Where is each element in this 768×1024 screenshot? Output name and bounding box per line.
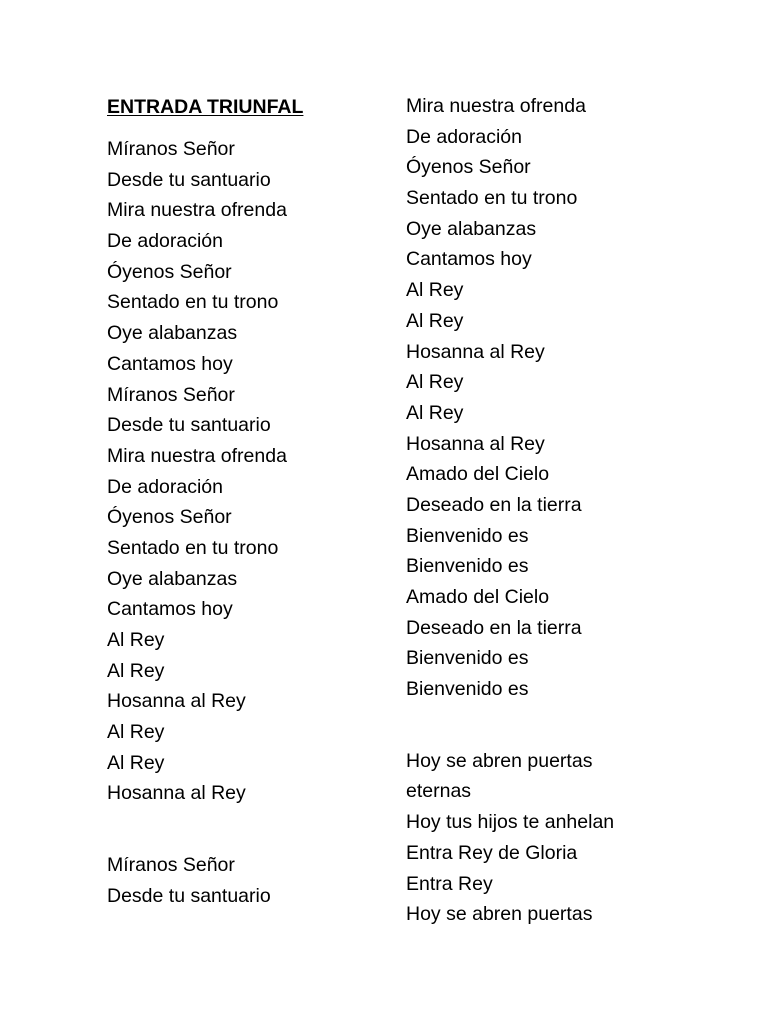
lyric-line: Bienvenido es: [406, 555, 529, 578]
lyric-line: Desde tu santuario: [107, 884, 271, 907]
lyric-line: Hoy se abren puertas: [406, 903, 593, 926]
stanza-gap: [107, 809, 303, 850]
lyric-line: Al Rey: [406, 279, 464, 302]
lyric-line: Al Rey: [406, 401, 464, 424]
lyric-line: Mira nuestra ofrenda: [107, 444, 287, 467]
lyric-line: Bienvenido es: [406, 647, 529, 670]
lyric-line: Cantamos hoy: [107, 598, 233, 621]
song-title: ENTRADA TRIUNFAL: [107, 96, 304, 118]
lyric-line: Hosanna al Rey: [406, 432, 545, 455]
lyric-line: Oye alabanzas: [107, 567, 238, 590]
lyric-line: eternas: [406, 780, 472, 803]
lyric-line: Amado del Cielo: [406, 586, 550, 608]
lyric-line: Deseado en la tierra: [406, 616, 582, 639]
lyric-line: Al Rey: [107, 721, 165, 744]
lyric-line: Cantamos hoy: [107, 352, 233, 375]
lyric-line: Hoy se abren puertas: [406, 749, 593, 772]
right-verse-block-1: [406, 91, 614, 705]
lyric-line: Sentado en tu trono: [107, 291, 279, 314]
left-verse-block-1: [107, 134, 303, 809]
right-column: [406, 91, 614, 930]
lyric-line: Sentado en tu trono: [107, 536, 279, 559]
lyric-line: Al Rey: [406, 309, 464, 332]
lyric-line: Hosanna al Rey: [107, 782, 246, 805]
lyric-line: Óyenos Señor: [107, 506, 232, 529]
lyric-line: Hoy tus hijos te anhelan: [406, 811, 615, 834]
lyric-line: Míranos Señor: [107, 854, 235, 877]
right-verse-block-2: [406, 746, 614, 930]
lyric-line: Míranos Señor: [107, 138, 235, 160]
lyric-line: Óyenos Señor: [107, 260, 232, 283]
lyric-line: Hosanna al Rey: [406, 340, 545, 363]
lyric-line: Míranos Señor: [107, 383, 235, 406]
lyric-line: De adoración: [107, 475, 223, 498]
left-verse-block-2: [107, 850, 303, 911]
lyric-line: Entra Rey de Gloria: [406, 841, 578, 864]
lyric-line: Óyenos Señor: [406, 156, 531, 179]
lyric-line: Oye alabanzas: [406, 217, 537, 240]
lyric-line: Deseado en la tierra: [406, 493, 582, 516]
stanza-gap: [406, 705, 614, 746]
lyric-line: Amado del Cielo: [406, 463, 550, 486]
lyric-line: Entra Rey: [406, 872, 493, 895]
lyric-line: Al Rey: [107, 751, 165, 774]
lyric-line: Sentado en tu trono: [406, 187, 578, 210]
lyric-line: Al Rey: [107, 659, 165, 682]
lyric-line: Bienvenido es: [406, 524, 529, 547]
lyric-line: Desde tu santuario: [107, 414, 271, 437]
lyric-line: Desde tu santuario: [107, 168, 271, 191]
lyric-line: Hosanna al Rey: [107, 690, 246, 713]
lyric-line: Al Rey: [406, 371, 464, 394]
left-column: [107, 92, 303, 912]
lyric-line: Oye alabanzas: [107, 322, 238, 345]
lyric-line: Al Rey: [107, 629, 165, 651]
lyric-line: Bienvenido es: [406, 678, 529, 701]
lyric-line: De adoración: [107, 230, 223, 253]
lyric-line: De adoración: [406, 125, 522, 148]
lyric-line: Mira nuestra ofrenda: [107, 199, 287, 222]
lyric-line: Cantamos hoy: [406, 248, 532, 271]
lyric-line: Mira nuestra ofrenda: [406, 95, 586, 117]
